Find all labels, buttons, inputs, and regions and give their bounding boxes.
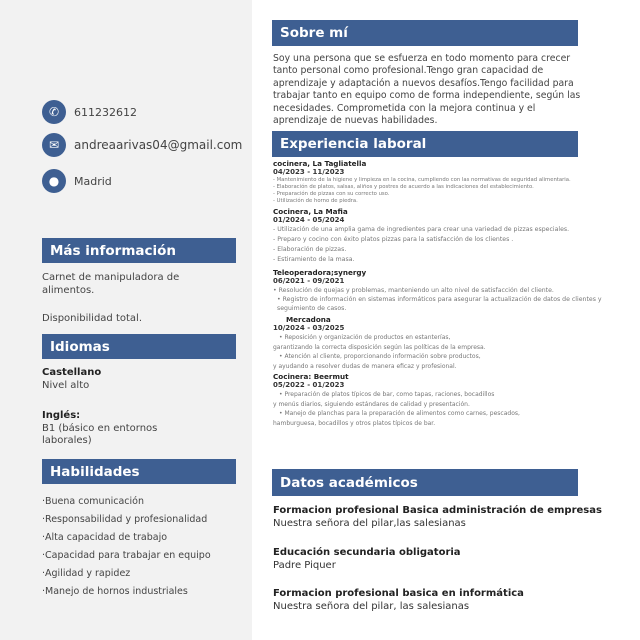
mail-icon: ✉: [42, 133, 66, 157]
job-dates: 01/2024 - 05/2024: [273, 216, 345, 224]
job-bullet: garantizando la correcta disposición según las políticas de la empresa.: [273, 343, 486, 351]
education-degree: Formacion profesional Basica administración de empresas: [273, 505, 602, 516]
contact-email: [42, 133, 242, 157]
language-level: Nivel alto: [42, 379, 90, 391]
job-bullet: y ayudando a resolver dudas de manera eficaz y profesional.: [273, 362, 457, 370]
language-item: [42, 367, 237, 392]
location-pin-icon: ●: [42, 169, 66, 193]
about-text: Soy una persona que se esfuerza en todo momento para crecer tanto personal como profesional.Tengo gran capacidad de aprendizaje y adaptación a nuevos desafíos.Tengo facilidad para trabajar tanto en equipo como de forma independiente, según las necesidades. Comprometida con la mejora continua y el aprendizaje de nuevas habilidades.: [273, 53, 581, 127]
job-entry: [273, 315, 638, 371]
job-bullet: • Preparación de platos típicos de bar, como tapas, raciones, bocadillos: [279, 391, 495, 398]
job-bullet: • Registro de información en sistemas informáticos para asegurar la actualización de datos de clientes y seguimiento de casos.: [277, 296, 602, 312]
skill-item: ·Capacidad para trabajar en equipo: [42, 550, 211, 561]
skills-list: [42, 496, 237, 604]
education-header: Datos académicos: [272, 469, 578, 496]
job-title: cocinera, La Tagliatella: [273, 159, 367, 168]
email-text: andreaarivas04@gmail.com: [74, 138, 243, 152]
skill-item: ·Alta capacidad de trabajo: [42, 532, 168, 543]
experience-list: [273, 159, 638, 428]
job-entry: [273, 268, 638, 313]
job-title: Teleoperadora;synergy: [273, 268, 367, 277]
education-school: Nuestra señora del pilar,las salesianas: [273, 518, 466, 529]
job-dates: 10/2024 - 03/2025: [273, 324, 345, 332]
job-bullet: - Elaboración de platos, salsas, aliños y postres de acuerdo a las indicaciones del establecimiento.: [273, 184, 534, 190]
education-item: [273, 587, 524, 613]
job-entry: [273, 372, 638, 428]
job-bullet: • Manejo de planchas para la preparación de alimentos como carnes, pescados,: [279, 410, 520, 417]
education-school: Nuestra señora del pilar, las salesianas: [273, 601, 470, 612]
contact-phone: [42, 100, 137, 124]
location-text: Madrid: [74, 174, 112, 188]
job-bullet: • Reposición y organización de productos en estanterías,: [279, 334, 451, 341]
about-header: Sobre mí: [272, 20, 578, 46]
languages-header: Idiomas: [42, 334, 236, 359]
job-bullet: - Preparo y cocino con éxito platos pizzas para la satisfacción de los clientes .: [273, 236, 514, 243]
education-item: [273, 546, 461, 572]
education-degree: Educación secundaria obligatoria: [273, 547, 461, 558]
job-dates: 04/2023 - 11/2023: [273, 168, 345, 176]
job-bullet: y menús diarios, siguiendo estándares de calidad y presentación.: [273, 400, 470, 408]
job-dates: 06/2021 - 09/2021: [273, 277, 345, 285]
job-bullet: - Preparación de pizzas con su correcto uso.: [273, 191, 390, 197]
education-item: [273, 504, 602, 530]
more-info-header: Más información: [42, 238, 236, 263]
skill-item: ·Responsabilidad y profesionalidad: [42, 514, 208, 525]
skill-item: ·Agilidad y rapidez: [42, 568, 131, 579]
more-info-item: Disponibilidad total.: [42, 313, 142, 324]
skills-header: Habilidades: [42, 459, 236, 484]
job-bullet: hamburguesa, bocadillos y otros platos típicos de bar.: [273, 419, 436, 427]
language-name: Castellano: [42, 367, 102, 378]
job-title: Cocinera, La Mafia: [273, 207, 348, 216]
job-title: Cocinera: Beermut: [273, 372, 349, 381]
education-degree: Formacion profesional basica en informática: [273, 588, 524, 599]
job-bullet: - Elaboración de pizzas.: [273, 246, 347, 253]
job-bullet: - Utilización de horno de piedra.: [273, 198, 358, 204]
job-title: Mercadona: [286, 315, 331, 324]
job-bullet: • Resolución de quejas y problemas, manteniendo un alto nivel de satisfacción del cliente.: [273, 287, 554, 294]
job-entry: [273, 159, 638, 205]
contact-location: [42, 169, 112, 193]
job-bullet: - Estiramiento de la masa.: [273, 256, 355, 263]
phone-icon: ✆: [42, 100, 66, 124]
job-bullet: - Mantenimiento de la higiene y limpieza en la cocina, cumpliendo con las normativas de seguridad alimentaria.: [273, 177, 571, 183]
language-item: [42, 410, 192, 448]
more-info-item: Carnet de manipuladora de alimentos.: [42, 272, 180, 296]
language-name: Inglés:: [42, 410, 81, 421]
language-level: B1 (básico en entornos laborales): [42, 422, 158, 446]
skill-item: ·Buena comunicación: [42, 496, 144, 507]
education-school: Padre Piquer: [273, 560, 336, 571]
experience-header: Experiencia laboral: [272, 131, 578, 157]
skill-item: ·Manejo de hornos industriales: [42, 586, 188, 597]
job-dates: 05/2022 - 01/2023: [273, 381, 345, 389]
job-bullet: - Utilización de una amplia gama de ingredientes para crear una variedad de pizzas especiales.: [273, 226, 570, 233]
phone-text: 611232612: [74, 105, 137, 119]
job-entry: [273, 207, 638, 265]
job-bullet: • Atención al cliente, proporcionando información sobre productos,: [279, 353, 481, 360]
